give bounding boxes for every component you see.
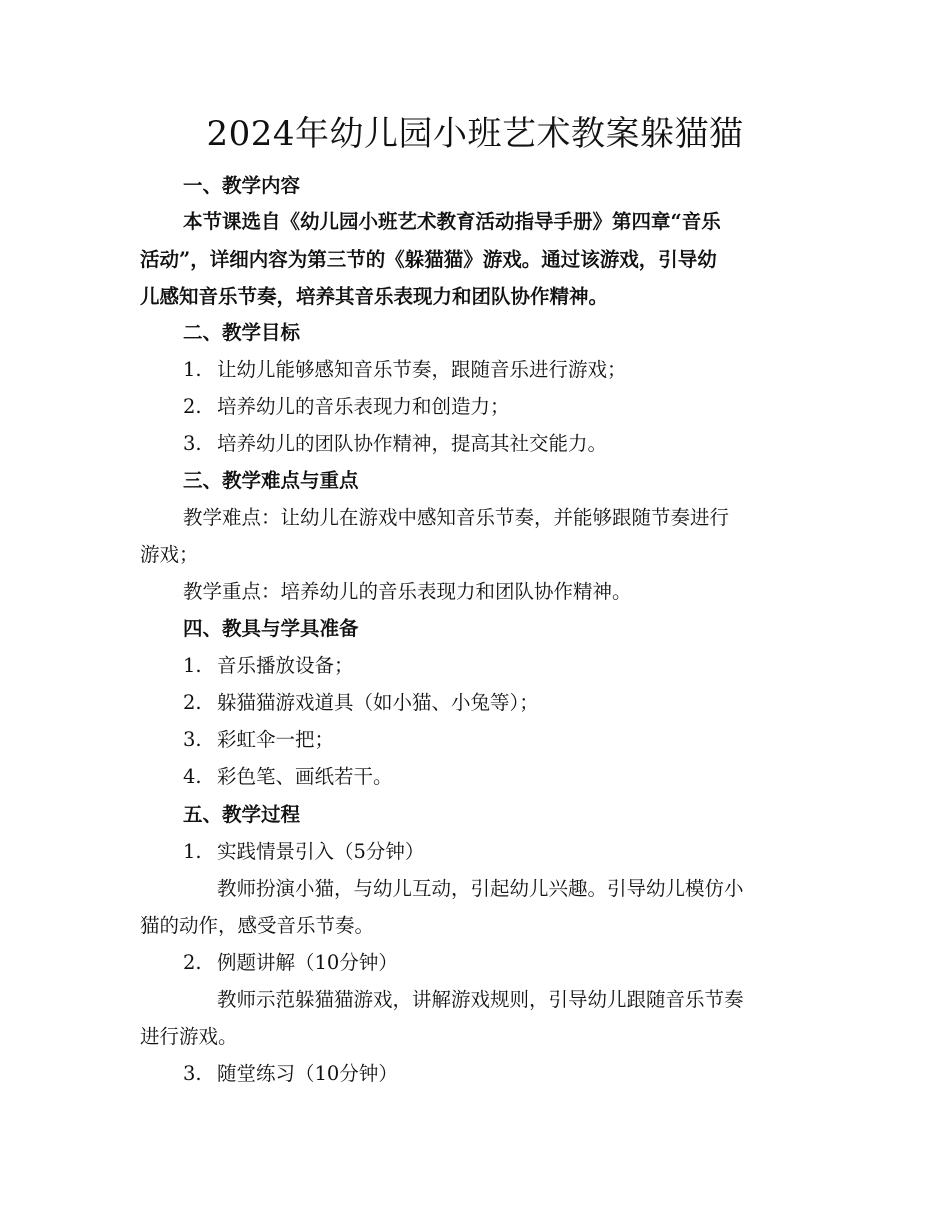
goal-text: 培养幼儿的团队协作精神，提高其社交能力。	[217, 432, 608, 455]
step-number: 2.	[183, 951, 202, 974]
step-label: 实践情景引入（5分钟）	[217, 840, 425, 863]
goal-number: 3.	[183, 432, 202, 455]
material-item	[183, 725, 853, 755]
goal-item	[183, 392, 853, 422]
material-number: 4.	[183, 765, 202, 788]
section-heading-process: 五、教学过程	[183, 803, 301, 826]
process-step	[183, 837, 853, 867]
section-heading-difficulty: 三、教学难点与重点	[183, 469, 359, 492]
material-text: 彩色笔、画纸若干。	[217, 765, 393, 788]
step-number: 1.	[183, 840, 202, 863]
material-item	[183, 762, 853, 792]
step-desc-line-1: 教师示范躲猫猫游戏，讲解游戏规则，引导幼儿跟随音乐节奏	[217, 988, 744, 1011]
material-text: 躲猫猫游戏道具（如小猫、小兔等）；	[217, 691, 539, 714]
step-desc-line-2: 进行游戏。	[140, 1025, 238, 1048]
material-text: 音乐播放设备；	[217, 654, 354, 677]
step-desc-line-1: 教师扮演小猫，与幼儿互动，引起幼儿兴趣。引导幼儿模仿小	[217, 877, 744, 900]
material-number: 1.	[183, 654, 202, 677]
step-label: 随堂练习（10分钟）	[217, 1062, 398, 1085]
goal-text: 让幼儿能够感知音乐节奏，跟随音乐进行游戏；	[217, 358, 627, 381]
goal-text: 培养幼儿的音乐表现力和创造力；	[217, 395, 510, 418]
goal-item	[183, 355, 853, 385]
difficulty-line-1: 教学难点：让幼儿在游戏中感知音乐节奏，并能够跟随节奏进行	[183, 506, 730, 529]
goal-item	[183, 429, 853, 459]
process-step	[183, 1059, 853, 1089]
section-heading-materials: 四、教具与学具准备	[183, 617, 359, 640]
process-step	[183, 948, 853, 978]
difficulty-line-2: 游戏；	[140, 543, 199, 566]
material-number: 3.	[183, 728, 202, 751]
key-point-line: 教学重点：培养幼儿的音乐表现力和团队协作精神。	[183, 580, 632, 603]
content-paragraph-line-2: 活动”，详细内容为第三节的《躲猫猫》游戏。通过该游戏，引导幼	[140, 248, 717, 271]
goal-number: 1.	[183, 358, 202, 381]
section-heading-goals: 二、教学目标	[183, 321, 301, 344]
goal-number: 2.	[183, 395, 202, 418]
material-item	[183, 651, 853, 681]
content-paragraph-line-3: 儿感知音乐节奏，培养其音乐表现力和团队协作精神。	[140, 285, 609, 308]
material-item	[183, 688, 853, 718]
step-number: 3.	[183, 1062, 202, 1085]
material-number: 2.	[183, 691, 202, 714]
section-heading-content: 一、教学内容	[183, 174, 301, 197]
step-desc-line-2: 猫的动作，感受音乐节奏。	[140, 914, 375, 937]
step-label: 例题讲解（10分钟）	[217, 951, 398, 974]
content-paragraph-line-1: 本节课选自《幼儿园小班艺术教育活动指导手册》第四章“音乐	[183, 210, 721, 233]
material-text: 彩虹伞一把；	[217, 728, 335, 751]
document-title: 2024年幼儿园小班艺术教案躲猫猫	[206, 114, 744, 154]
